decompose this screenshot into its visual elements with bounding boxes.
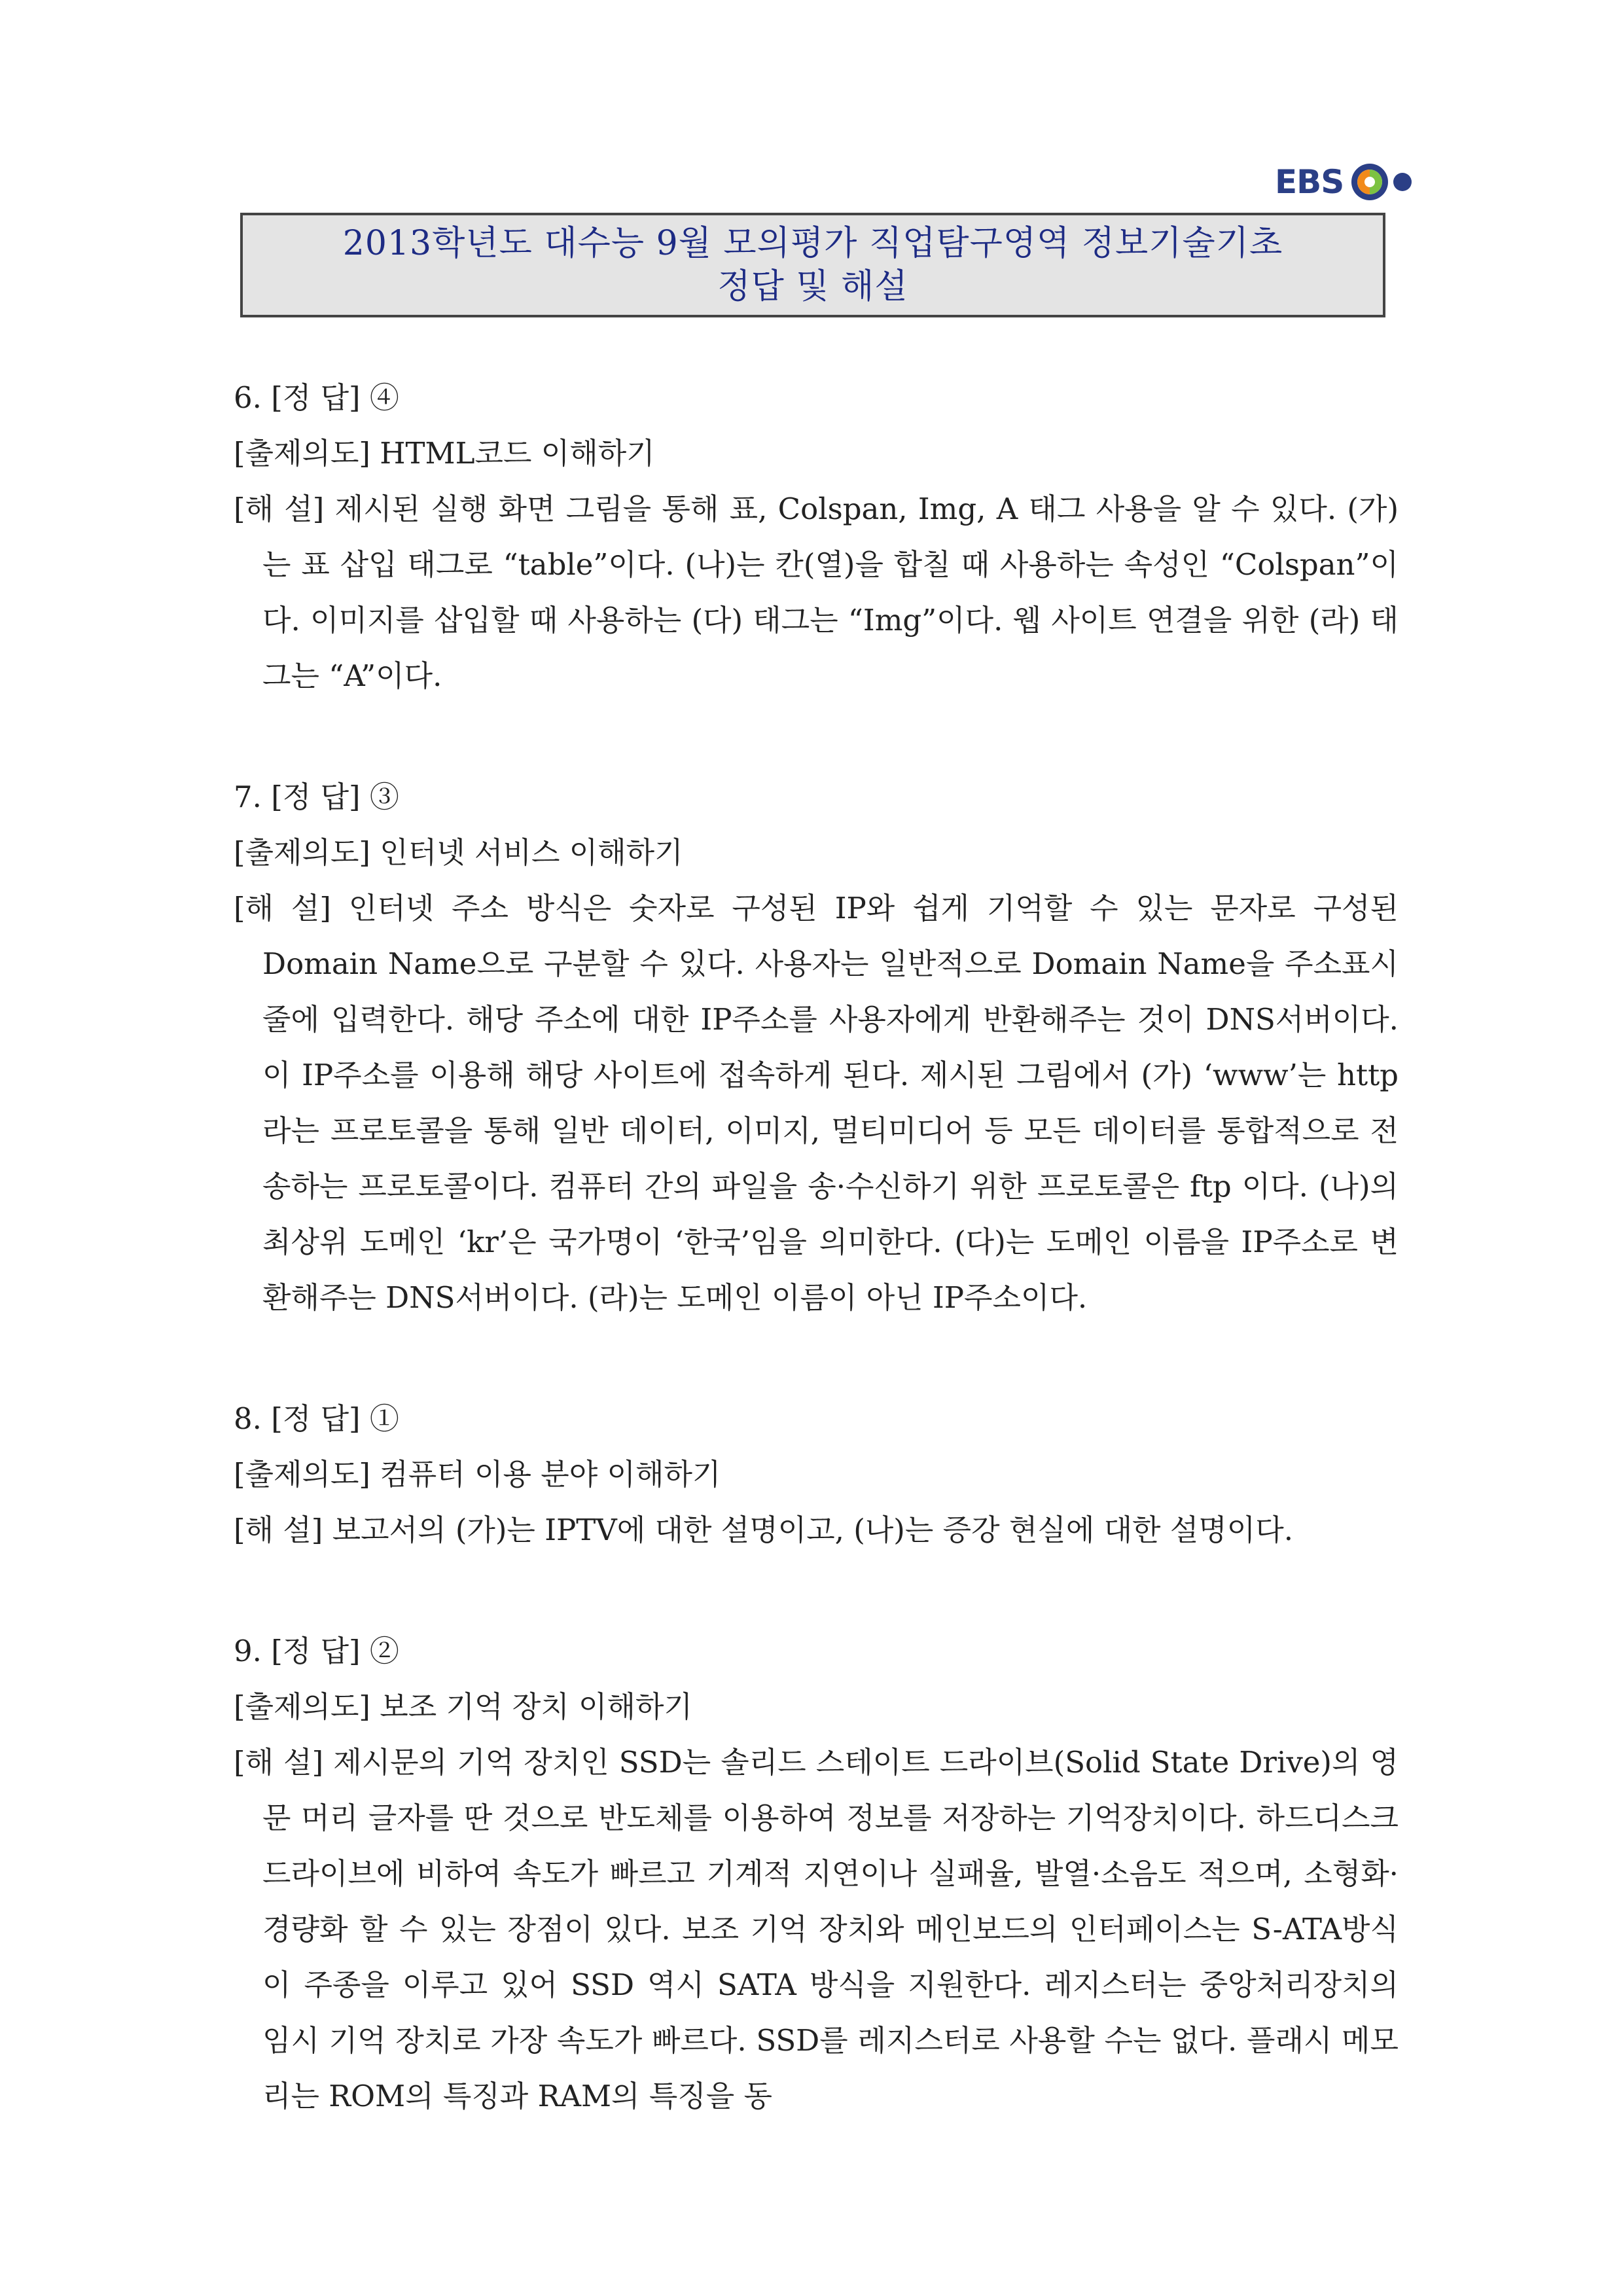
document-subtitle: 정답 및 해설 — [717, 267, 908, 306]
intent-line: [출제의도] 인터넷 서비스 이해하기 — [234, 835, 683, 870]
ebs-logo — [1275, 156, 1416, 208]
title-box — [240, 213, 1385, 317]
answer-section-7 — [234, 769, 1399, 1325]
document-title: 2013학년도 대수능 9월 모의평가 직업탐구영역 정보기술기초 — [342, 224, 1283, 263]
explanation: [해 설] 제시문의 기억 장치인 SSD는 솔리드 스테이트 드라이브(Solid State Drive)의 영문 머리 글자를 딴 것으로 반도체를 이용하여 정보를 저장하는 기억장치이다. 하드디스크 드라이브에 비하여 속도가 빠르고 기계적 지연이나 실패율, 발열·소음도 적으며, 소형화·경량화 할 수 있는 장점이 있다. 보조 기억 장치와 메인보드의 인터페이스는 S-ATA방식이 주종을 이루고 있어 SSD 역시 SATA 방식을 지원한다. 레지스터는 중앙처리장치의 임시 기억 장치로 가장 속도가 빠르다. SSD를 레지스터로 사용할 수는 없다. 플래시 메모리는 ROM의 특징과 RAM의 특징을 동 — [234, 1745, 1399, 2113]
explanation: [해 설] 제시된 실행 화면 그림을 통해 표, Colspan, Img, A 태그 사용을 알 수 있다. (가)는 표 삽입 태그로 “table”이다. (나)는 칸(열)을 합칠 때 사용하는 속성인 “Colspan”이다. 이미지를 삽입할 때 사용하는 (다) 태그는 “Img”이다. 웹 사이트 연결을 위한 (라) 태그는 “A”이다. — [234, 492, 1399, 693]
answer-line: 9. [정 답] ② — [234, 1634, 399, 1668]
intent-line: [출제의도] HTML코드 이해하기 — [234, 436, 655, 471]
ebs-logo-icon — [1350, 162, 1416, 202]
intent-line: [출제의도] 컴퓨터 이용 분야 이해하기 — [234, 1457, 721, 1492]
answer-line: 8. [정 답] ① — [234, 1401, 399, 1436]
answer-section-8 — [234, 1391, 1399, 1558]
answer-line: 6. [정 답] ④ — [234, 380, 399, 415]
answer-content — [234, 370, 1399, 2189]
logo-text: EBS — [1275, 163, 1344, 201]
explanation: [해 설] 인터넷 주소 방식은 숫자로 구성된 IP와 쉽게 기억할 수 있는 문자로 구성된 Domain Name으로 구분할 수 있다. 사용자는 일반적으로 Domain Name을 주소표시줄에 입력한다. 해당 주소에 대한 IP주소를 사용자에게 반환해주는 것이 DNS서버이다. 이 IP주소를 이용해 해당 사이트에 접속하게 된다. 제시된 그림에서 (가) ‘www’는 http라는 프로토콜을 통해 일반 데이터, 이미지, 멀티미디어 등 모든 데이터를 통합적으로 전송하는 프로토콜이다. 컴퓨터 간의 파일을 송·수신하기 위한 프로토콜은 ftp 이다. (나)의 최상위 도메인 ‘kr’은 국가명이 ‘한국’임을 의미한다. (다)는 도메인 이름을 IP주소로 변환해주는 DNS서버이다. (라)는 도메인 이름이 아닌 IP주소이다. — [234, 891, 1399, 1315]
answer-section-6 — [234, 370, 1399, 704]
intent-line: [출제의도] 보조 기억 장치 이해하기 — [234, 1689, 692, 1724]
explanation: [해 설] 보고서의 (가)는 IPTV에 대한 설명이고, (나)는 증강 현실에 대한 설명이다. — [234, 1513, 1294, 1547]
answer-line: 7. [정 답] ③ — [234, 780, 399, 814]
answer-section-9 — [234, 1623, 1399, 2124]
